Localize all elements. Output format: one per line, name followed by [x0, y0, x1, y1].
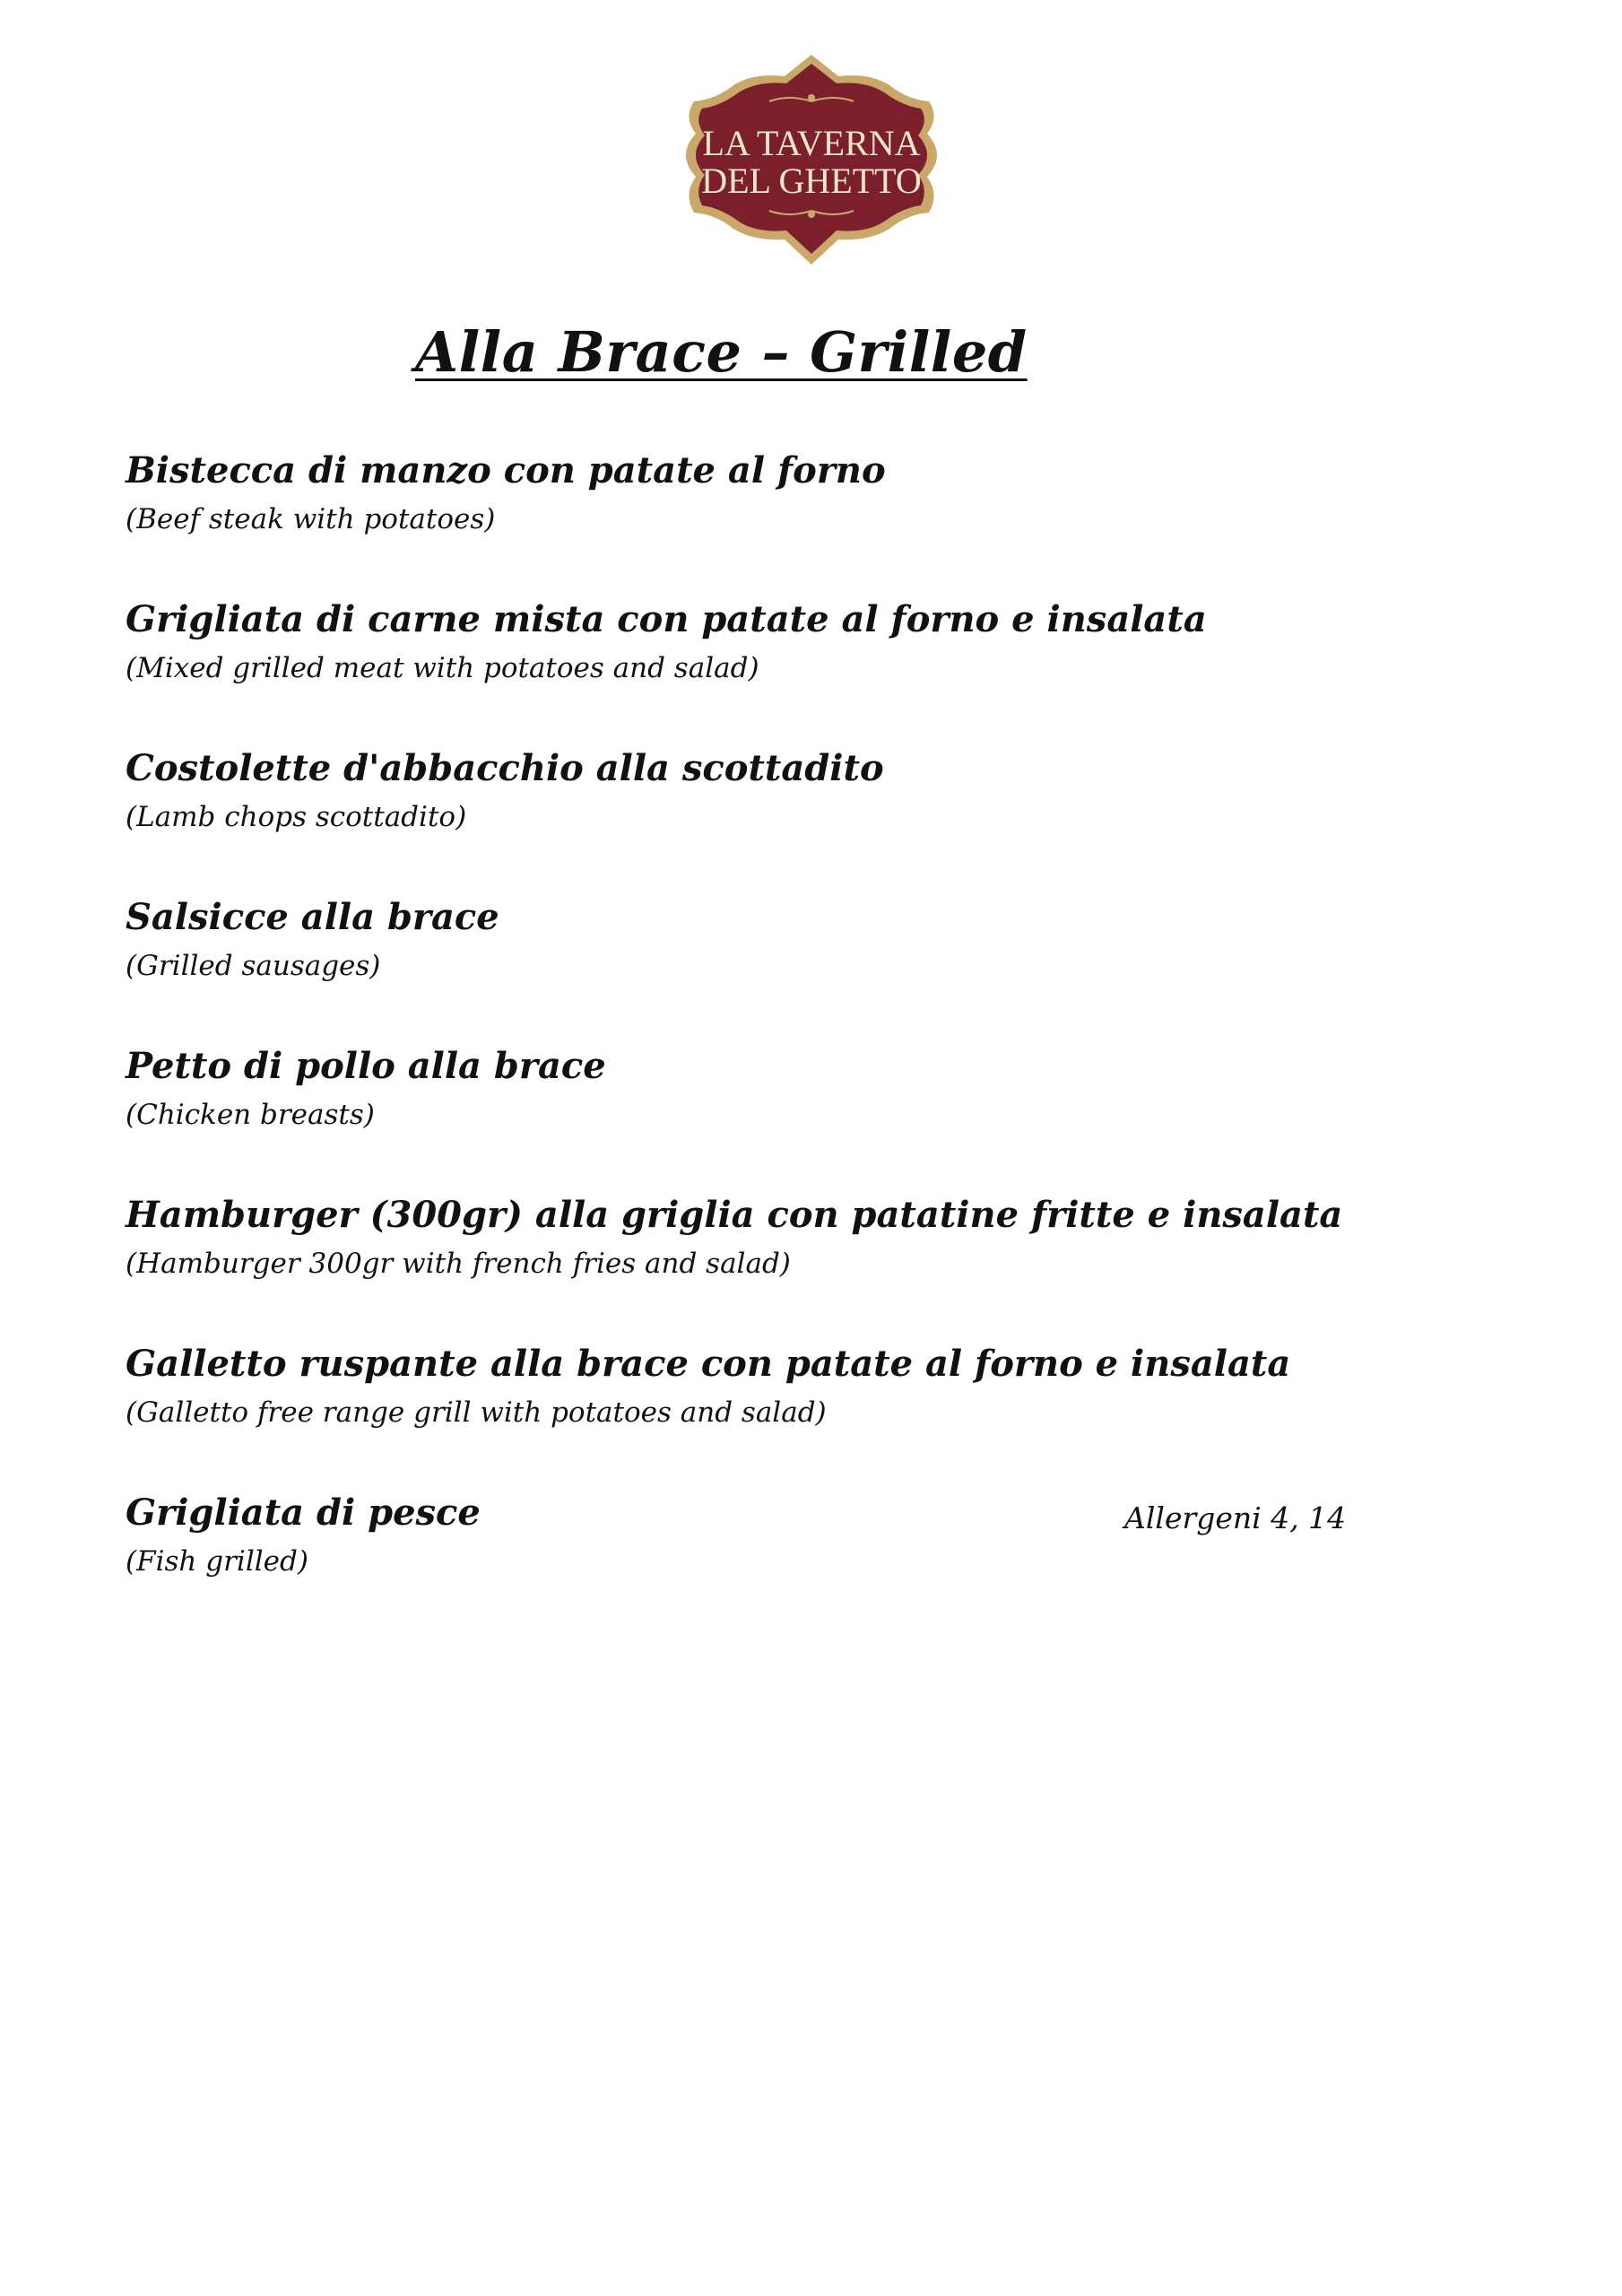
menu-item-name: Salsicce alla brace: [126, 896, 499, 938]
logo-ornament-bottom: [808, 211, 815, 218]
menu-item: [126, 446, 1345, 595]
menu-item-description: (Beef steak with potatoes): [126, 503, 496, 535]
menu-item-name: Grigliata di pesce: [126, 1492, 481, 1534]
menu-item: [126, 744, 1345, 892]
menu-item-description: (Chicken breasts): [126, 1099, 375, 1131]
menu-item: [126, 1488, 1345, 1637]
menu-item-description: (Hamburger 300gr with french fries and salad): [126, 1248, 791, 1280]
logo-ornament-top: [808, 94, 815, 101]
menu-item: [126, 1339, 1345, 1488]
menu-item-name: Costolette d'abbacchio alla scottadito: [126, 747, 884, 789]
logo-line-1: LA TAVERNA: [702, 123, 921, 163]
menu-item: [126, 1190, 1345, 1339]
menu-item-description: (Fish grilled): [126, 1545, 308, 1578]
page-title: Alla Brace – Grilled: [415, 319, 1028, 385]
menu-item-description: (Grilled sausages): [126, 950, 381, 982]
menu-item-name: Bistecca di manzo con patate al forno: [126, 449, 886, 491]
menu-item-description: (Galletto free range grill with potatoes and salad): [126, 1396, 827, 1429]
menu-item-description: (Mixed grilled meat with potatoes and salad): [126, 652, 759, 684]
menu-list: [126, 446, 1345, 1637]
menu-item-description: (Lamb chops scottadito): [126, 801, 467, 833]
restaurant-logo: [655, 49, 968, 274]
menu-item: [126, 892, 1345, 1041]
allergen-note: Allergeni 4, 14: [1124, 1500, 1347, 1535]
menu-item: [126, 595, 1345, 744]
menu-item-name: Grigliata di carne mista con patate al forno e insalata: [126, 598, 1207, 640]
menu-item-name: Petto di pollo alla brace: [126, 1045, 606, 1087]
logo-line-2: DEL GHETTO: [701, 161, 922, 201]
menu-item-name: Galletto ruspante alla brace con patate al forno e insalata: [126, 1343, 1291, 1385]
menu-item-name: Hamburger (300gr) alla griglia con patatine fritte e insalata: [126, 1194, 1343, 1236]
menu-item: [126, 1041, 1345, 1190]
